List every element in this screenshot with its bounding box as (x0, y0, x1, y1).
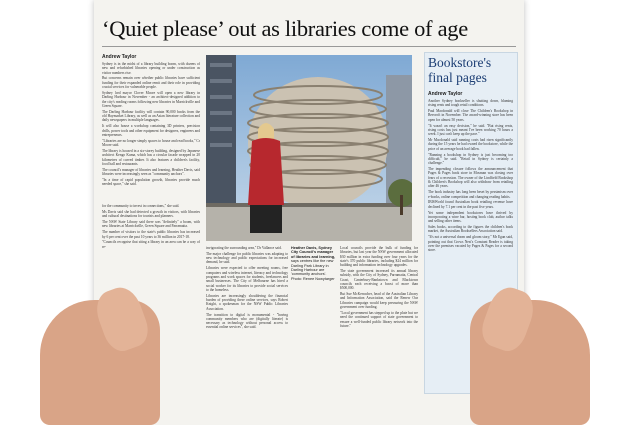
article-column-1 (102, 62, 200, 202)
paragraph: "It's not a universal doom and gloom story," Mr Egan said, pointing out that Crows Nest's Constant Reader is taking over the premises vacated by Pages & Pages for a second store. (428, 235, 513, 253)
paragraph: "Local government has stepped up to the plate but we need the continued support of state government to ensure a well-funded public library network into the future." (340, 310, 418, 328)
article-byline: Andrew Taylor (102, 54, 137, 60)
paragraph: IBISWorld found Australian book retailing revenue have declined by 7.1 per cent in the past five years. (428, 200, 513, 209)
caption-text: says centres like the new Darling Park Library in Darling Harbour are 'community anchors'. Photo: Renee Nowytarger (291, 259, 335, 281)
paragraph: The impending closure follows the announcement that Pages & Pages book store in Mosman was closing over fears of a recession. The owner of the Lindfield Bookshop & Children's Bookshop will also withdraw from retailing after 46 years. (428, 167, 513, 189)
photo-caption (291, 246, 337, 281)
paragraph: Libraries are increasingly shouldering the financial burden of providing these online services, says Robert Knight, a spokesman for the NSW Public Libraries Association. (206, 293, 288, 311)
paragraph: The major challenge for public libraries was adapting to new technology and public expectations for increased demand, he said. (206, 251, 288, 265)
paragraph: Mr Macdonald said running costs had risen significantly during the 15 years he had owned the bookstore, while the price of an average book had fallen. (428, 138, 513, 151)
paragraph: It will also house a workshop containing 3D printers, precision drills, power tools and other equipment for designers, engineers and entrepreneurs. (102, 124, 200, 137)
paragraph: Another Sydney bookseller is shutting down, blaming rising rents and tough retail conditions. (428, 99, 513, 108)
paragraph: The council's manager of libraries and learning, Heather Davis, said libraries were increasingly seen as "community anchors". (102, 167, 200, 176)
paragraph: The Darling Harbour facility will contain 90,000 books from the old Haymarket Library, as well as an Asian literature collection and daily newspapers in multiple languages. (102, 109, 200, 123)
paragraph: "Running a bookshop in Sydney is just becoming too difficult," he said. "Retail in Sydney is certainly a challenge." (428, 152, 513, 166)
library-photo (206, 55, 412, 241)
paragraph: "It wasn't an easy decision," he said. "But rising rents, rising costs has just meant I've been working 70 hours a week. I just can't keep up the pace." (428, 123, 513, 137)
library-building-image (206, 55, 412, 241)
paragraph: Sydney is in the midst of a library building boom, with dozens of new and refurbished libraries opening or under construction as visitor numbers rise. (102, 62, 200, 75)
paragraph: The number of visitors to the state's public libraries has increased by 6 per cent over the past 10 years to 36 million in 2017-18. (102, 230, 200, 239)
article-column-4 (340, 246, 418, 396)
paragraph: invigorating the surrounding area," Dr Vallance said. (206, 246, 282, 250)
caption-lead: Heather Davis, Sydney City Council's manager of libraries and learning, (291, 246, 336, 259)
paragraph: The library is housed in a six-storey building, designed by Japanese architect Kengo Kuma, which has a circular facade wrapped in 20 kilometres of curved timber. It also features a children's facility, food hall and restaurants. (102, 148, 200, 166)
headline-rule (102, 46, 516, 47)
paragraph: Paul Macdonald will close The Children's Bookshop in Beecroft in November. The award-winning store has been open for almost 50 years. (428, 109, 513, 122)
paragraph: Ms Davis said she had detected a growth in visitors, with libraries and cultural destinations for tourists and planners. (102, 209, 200, 219)
paragraph: The book industry has long been beset by pessimism over e-books, online competition and changing reading habits. (428, 190, 513, 199)
paragraph: Sydney lord mayor Clover Moore will open a new library in Darling Harbour in November - an architect-designed addition to the city's reading rooms following new libraries in Marrickville and Green Square. (102, 90, 200, 108)
paragraph: Local councils provide the bulk of funding for libraries, but last year the NSW government allocated $30 million in extra funding over four years for the state's 370 public libraries, including $24 million for building and information technology upgrades. (340, 246, 418, 268)
paragraph: Yet some independent bookstores have thrived by incorporating a wine bar, hosting book club, author talks and selling other items. (428, 210, 513, 224)
paragraph: The transition to digital is monumental - "having community members who are (digitally literate) is necessary as technology without personal access to essential online services", she said. (206, 312, 288, 330)
headline: ‘Quiet please’ out as libraries come of age (102, 16, 468, 41)
paragraph: Libraries were expected to offer meeting rooms, free computers and wireless internet, literacy and technology programs and work spaces for students, freelancers and small businesses. The City of Melbourne has hired a social worker for its libraries to provide social services to the homeless. (206, 266, 288, 292)
paragraph: But Sue McKerracher, head of the Australian Library and Information Association, said the Renew Our Libraries campaign would keep pressuring the NSW government over funding. (340, 292, 418, 310)
paragraph: "Councils recognise that siting a library in an area can be a way of re- (102, 240, 200, 249)
paragraph: "Libraries are no longer simply spaces to house and read books," Cr Moore said. (102, 138, 200, 148)
paragraph: But concerns remain over whether public libraries have sufficient funding for their expanded online remit and their role in providing crucial services for vulnerable people. (102, 76, 200, 90)
sidebar-title: Bookstore's final pages (428, 55, 492, 85)
paragraph: "In a time of rapid population growth, libraries provide much needed space," she said. (102, 177, 200, 187)
paragraph: for the community to invest in connections," she said. (102, 204, 180, 208)
paragraph: The state government increased its annual library subsidy, with the City of Sydney, Parramatta, Central Coast, Canterbury-Bankstown and Blacktown councils each receiving a boost of more than $500,000. (340, 269, 418, 291)
paragraph: Sales books, according to the figures the children's book market, the Australian Booksellers Association said. (428, 225, 513, 234)
sidebar-byline: Andrew Taylor (428, 91, 463, 97)
paragraph: The NSW State Library said there was "definitely" a boom, with new libraries at Marrickville, Green Square and Parramatta. (102, 220, 200, 229)
article-column-3 (206, 246, 288, 396)
